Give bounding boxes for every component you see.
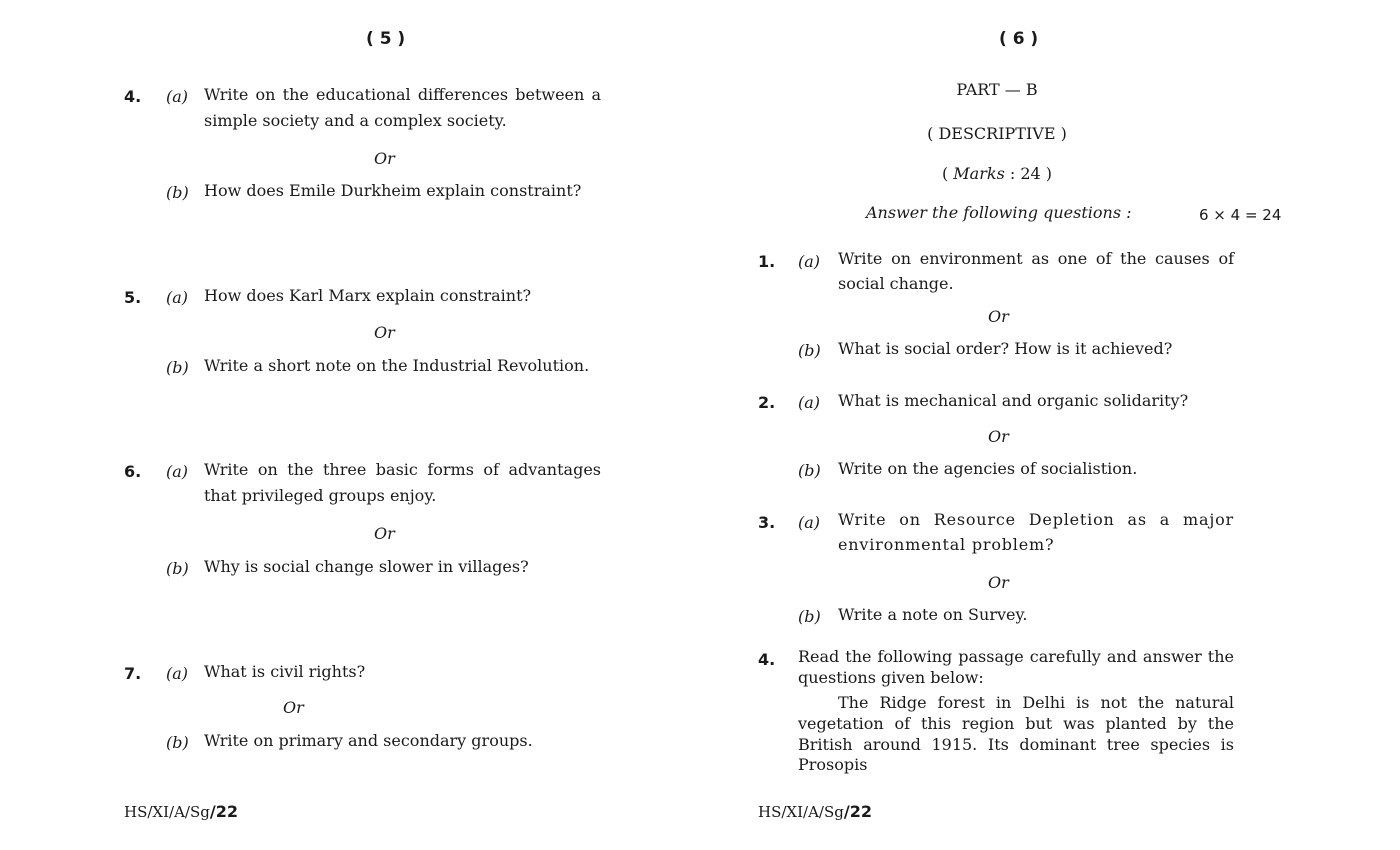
question-text: How does Karl Marx explain constraint? [204, 286, 532, 305]
question-text: What is mechanical and organic solidarity? [838, 391, 1189, 410]
question-number: 2. [758, 393, 776, 412]
footer-prefix: HS/XI/A/Sg [758, 803, 844, 821]
question-text: How does Emile Durkheim explain constraint? [204, 181, 582, 200]
footer-number: /22 [209, 802, 238, 821]
score: 6 × 4 = 24 [1199, 206, 1282, 224]
sub-label-a: (a) [166, 87, 189, 106]
sub-label-b: (b) [798, 461, 821, 480]
question-number: 4. [124, 87, 142, 106]
footer-number: /22 [843, 802, 872, 821]
question-text: Write on Resource Depletion as a major environmental problem? [838, 510, 1234, 554]
or-separator: Or [283, 698, 304, 717]
instruction: Answer the following questions : [866, 203, 1132, 222]
or-separator: Or [988, 573, 1009, 592]
question-text: Write a short note on the Industrial Revolution. [204, 356, 590, 375]
sub-label-b: (b) [166, 559, 189, 578]
sub-label-b: (b) [166, 358, 189, 377]
sub-label-a: (a) [798, 513, 821, 532]
question-number: 5. [124, 288, 142, 307]
or-separator: Or [374, 323, 395, 342]
marks-line [897, 161, 1097, 187]
sub-label-b: (b) [798, 341, 821, 360]
sub-label-a: (a) [166, 664, 189, 683]
passage-text: The Ridge forest in Delhi is not the natural vegetation of this region but was planted by the British around 1915. Its dominant tree species is Prosopis [798, 693, 1234, 775]
sub-label-b: (b) [798, 607, 821, 626]
part-heading: PART — B [956, 80, 1038, 99]
sub-label-b: (b) [166, 183, 189, 202]
page-number-right: ( 6 ) [999, 29, 1039, 49]
sub-label-a: (a) [166, 288, 189, 307]
marks-value: : 24 ) [1009, 164, 1053, 183]
footer-prefix: HS/XI/A/Sg [124, 803, 210, 821]
question-text: Write on primary and secondary groups. [204, 731, 533, 750]
marks-open: ( [941, 164, 949, 183]
question-text: Write on environment as one of the causes of social change. [838, 249, 1234, 293]
sub-label-a: (a) [166, 462, 189, 481]
sub-label-a: (a) [798, 393, 821, 412]
marks-word: Marks [953, 164, 1005, 183]
question-text: Write a note on Survey. [838, 605, 1028, 624]
or-separator: Or [374, 149, 395, 168]
question-text: Read the following passage carefully and answer the questions given below: [798, 647, 1234, 687]
question-text: Why is social change slower in villages? [204, 557, 529, 576]
question-text: Write on the agencies of socialistion. [838, 459, 1138, 478]
section-heading: ( DESCRIPTIVE ) [927, 124, 1067, 143]
question-text: Write on the three basic forms of advantages that privileged groups enjoy. [204, 460, 601, 506]
or-separator: Or [988, 427, 1009, 446]
question-text: What is social order? How is it achieved? [838, 339, 1173, 358]
question-number: 7. [124, 664, 142, 683]
question-number: 4. [758, 650, 776, 669]
footer-code-left [124, 799, 238, 825]
question-number: 3. [758, 513, 776, 532]
question-text: Write on the educational differences between a simple society and a complex society. [204, 85, 601, 131]
or-separator: Or [374, 524, 395, 543]
or-separator: Or [988, 307, 1009, 326]
question-text: What is civil rights? [204, 662, 366, 681]
footer-code-right [758, 799, 872, 825]
question-number: 1. [758, 252, 776, 271]
page-number-left: ( 5 ) [366, 29, 406, 49]
sub-label-b: (b) [166, 733, 189, 752]
sub-label-a: (a) [798, 252, 821, 271]
question-number: 6. [124, 462, 142, 481]
